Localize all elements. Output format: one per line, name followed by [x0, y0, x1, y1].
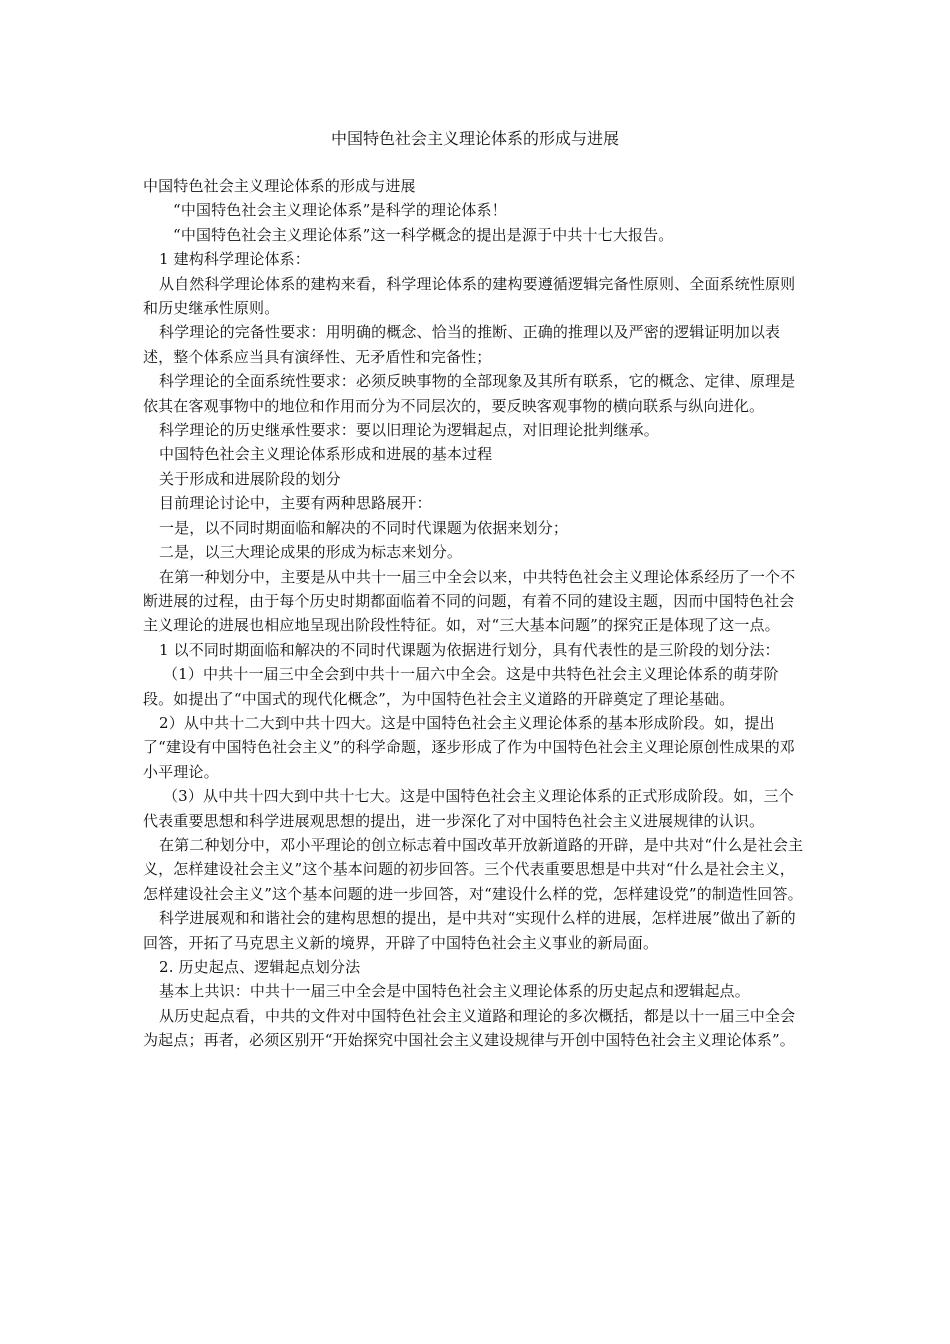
paragraph: 目前理论讨论中，主要有两种思路展开： — [159, 494, 432, 513]
paragraph-heading: 中国特色社会主义理论体系的形成与进展 — [143, 177, 416, 195]
paragraph: （1）中共十一届三中全会到中共十一届六中全会。这是中共特色社会主义理论体系的萌芽阶段。如提出了“中国式的现代化概念”，为中国特色社会主义道路的开辟奠定了理论基础。 — [143, 665, 779, 708]
document-title: 中国特色社会主义理论体系的形成与进展 — [330, 129, 619, 148]
paragraph: 科学理论的历史继承性要求：要以旧理论为逻辑起点，对旧理论批判继承。 — [159, 421, 659, 440]
paragraph: 科学理论的完备性要求：用明确的概念、恰当的推断、正确的推理以及严密的逻辑证明加以表述，整个体系应当具有演绎性、无矛盾性和完备性； — [143, 323, 781, 366]
paragraph: 基本上共识：中共十一届三中全会是中国特色社会主义理论体系的历史起点和逻辑起点。 — [159, 982, 750, 1001]
paragraph: 1 以不同时期面临和解决的不同时代课题为依据进行划分，具有代表性的是三阶段的划分法： — [159, 640, 780, 659]
paragraph: “中国特色社会主义理论体系”这一科学概念的提出是源于中共十七大报告。 — [173, 225, 674, 244]
paragraph: “中国特色社会主义理论体系”是科学的理论体系！ — [173, 201, 507, 220]
paragraph: 在第二种划分中，邓小平理论的创立标志着中国改革开放新道路的开辟，是中共对“什么是社会主义，怎样建设社会主义”这个基本问题的初步回答。三个代表重要思想是中共对“什么是社会主义，怎样建设社会主义”这个基本问题的进一步回答，对“建设什么样的党，怎样建设党”的制造性回答。 — [143, 835, 804, 903]
paragraph: 从自然科学理论体系的建构来看，科学理论体系的建构要遵循逻辑完备性原则、全面系统性原则和历史继承性原则。 — [143, 274, 796, 318]
paragraph: 2）从中共十二大到中共十四大。这是中国特色社会主义理论体系的基本形成阶段。如，提出了“建设有中国特色社会主义”的科学命题，逐步形成了作为中国特色社会主义理论原创性成果的邓小平理论。 — [143, 713, 795, 781]
paragraph: 科学进展观和和谐社会的建构思想的提出，是中共对“实现什么样的进展，怎样进展”做出了新的回答，开拓了马克思主义新的境界，开辟了中国特色社会主义事业的新局面。 — [143, 909, 796, 952]
paragraph: 中国特色社会主义理论体系形成和进展的基本过程 — [159, 445, 493, 464]
paragraph: 在第一种划分中，主要是从中共十一届三中全会以来，中共特色社会主义理论体系经历了一个不断进展的过程，由于每个历史时期都面临着不同的问题，有着不同的建设主题，因而中国特色社会主义理论的进展也相应地呈现出阶段性特征。如，对“三大基本问题”的探究正是体现了这一点。 — [143, 567, 796, 635]
paragraph: 2. 历史起点、逻辑起点划分法 — [159, 958, 361, 976]
paragraph: 一是，以不同时期面临和解决的不同时代课题为依据来划分； — [159, 518, 569, 537]
document-body — [143, 174, 807, 1053]
paragraph: （3）从中共十四大到中共十七大。这是中国特色社会主义理论体系的正式形成阶段。如，三个代表重要思想和科学进展观思想的提出，进一步深化了对中国特色社会主义进展规律的认识。 — [143, 787, 794, 830]
paragraph: 科学理论的全面系统性要求：必须反映事物的全部现象及其所有联系，它的概念、定律、原理是依其在客观事物中的地位和作用而分为不同层次的，要反映客观事物的横向联系与纵向进化。 — [143, 372, 796, 415]
paragraph: 从历史起点看，中共的文件对中国特色社会主义道路和理论的多次概括，都是以十一届三中全会为起点；再者，必须区别开“开始探究中国社会主义建设规律与开创中国特色社会主义理论体系”。 — [143, 1006, 796, 1050]
paragraph: 1 建构科学理论体系： — [159, 250, 310, 269]
paragraph: 关于形成和进展阶段的划分 — [159, 469, 341, 488]
paragraph: 二是，以三大理论成果的形成为标志来划分。 — [159, 543, 463, 562]
